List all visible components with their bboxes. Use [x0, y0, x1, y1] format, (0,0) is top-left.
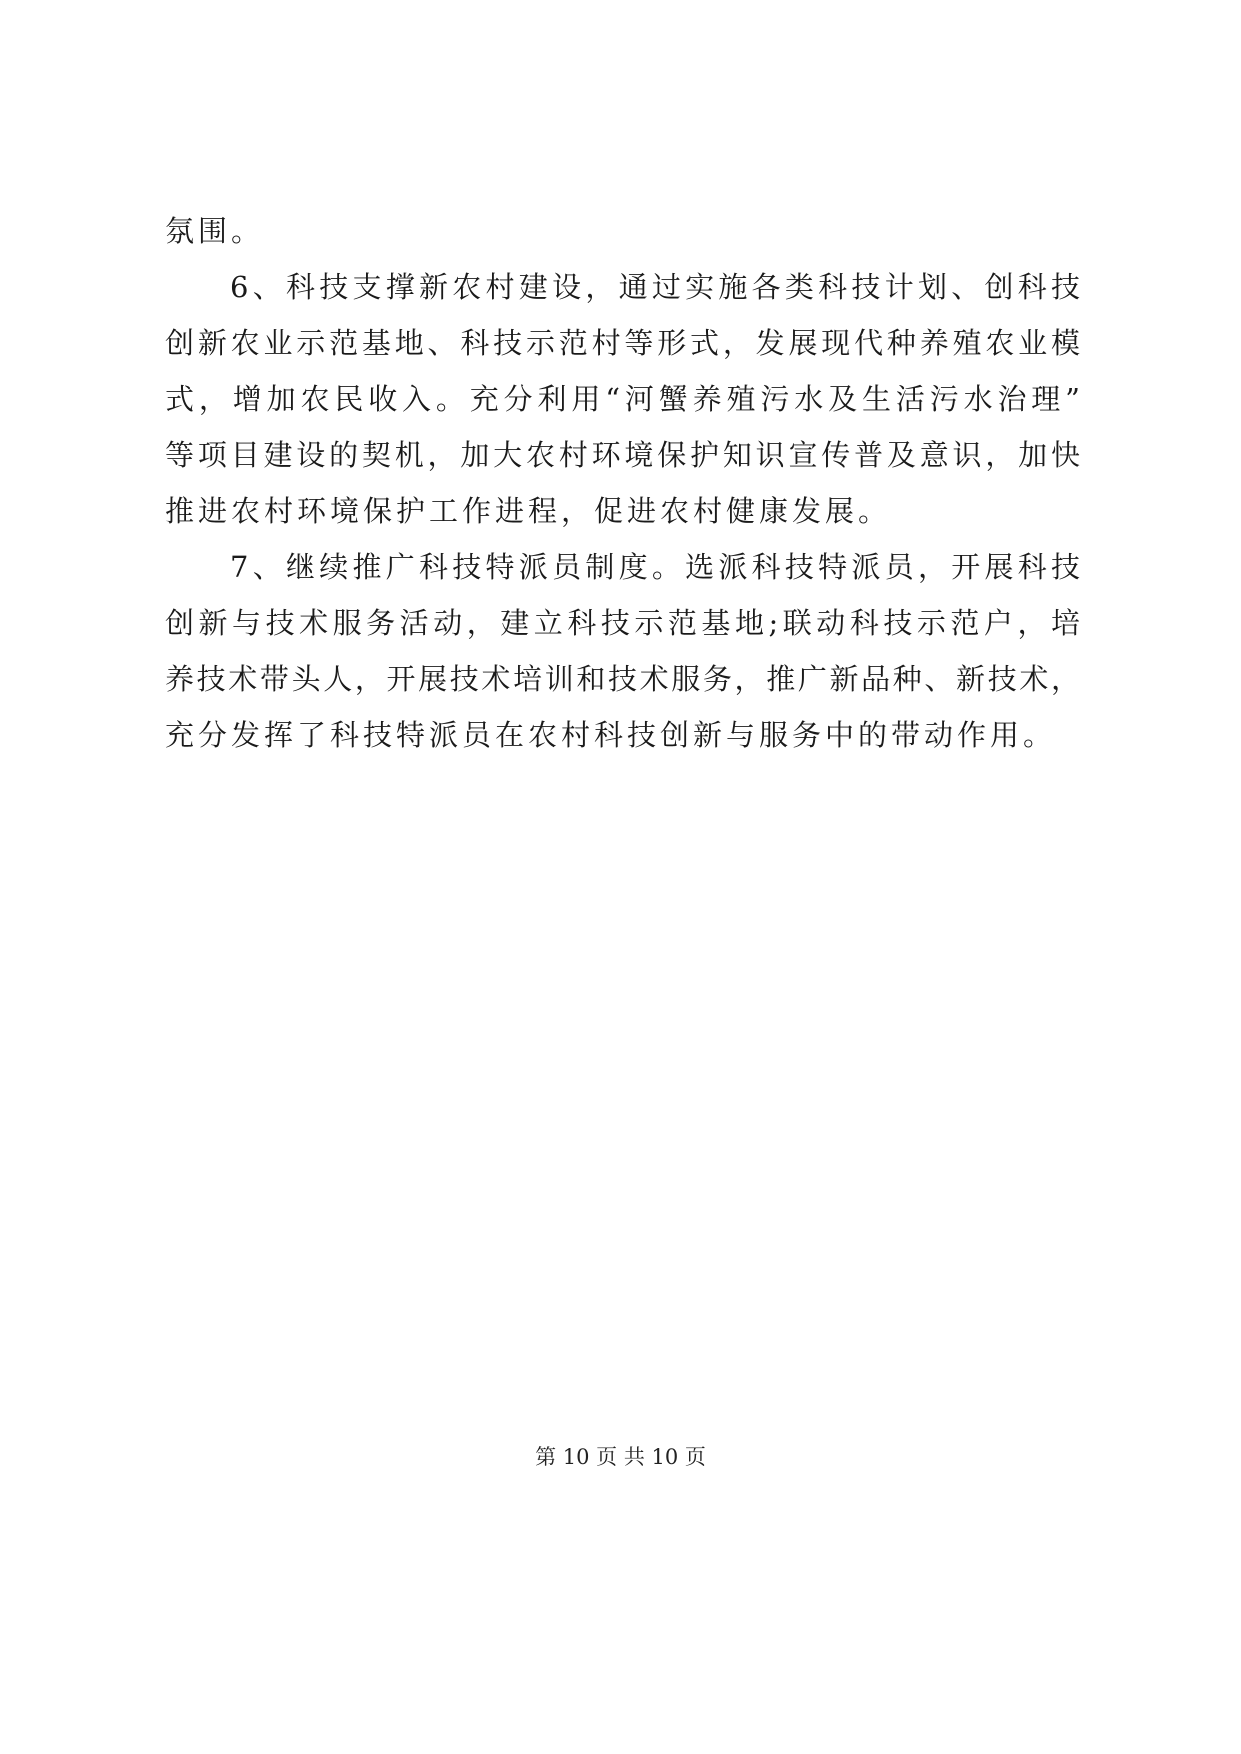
paragraph-line: 7、继续推广科技特派员制度。选派科技特派员，开展科技 [230, 550, 1080, 584]
paragraph-line: 创新与技术服务活动，建立科技示范基地;联动科技示范户，培 [165, 606, 1080, 640]
paragraph-line: 充分发挥了科技特派员在农村科技创新与服务中的带动作用。 [165, 718, 1057, 752]
paragraph-line: 等项目建设的契机，加大农村环境保护知识宣传普及意识，加快 [165, 438, 1080, 472]
paragraph-line: 创新农业示范基地、科技示范村等形式，发展现代种养殖农业模 [165, 326, 1080, 360]
page-footer: 第 10 页 共 10 页 [535, 1445, 706, 1469]
paragraph-line: 式，增加农民收入。充分利用“河蟹养殖污水及生活污水治理” [165, 382, 1080, 416]
paragraph-line: 6、科技支撑新农村建设，通过实施各类科技计划、创科技 [230, 270, 1080, 304]
paragraph-line: 氛围。 [165, 214, 265, 248]
paragraph-line: 推进农村环境保护工作进程，促进农村健康发展。 [165, 494, 892, 528]
paragraph-line: 养技术带头人，开展技术培训和技术服务，推广新品种、新技术， [165, 662, 1080, 696]
